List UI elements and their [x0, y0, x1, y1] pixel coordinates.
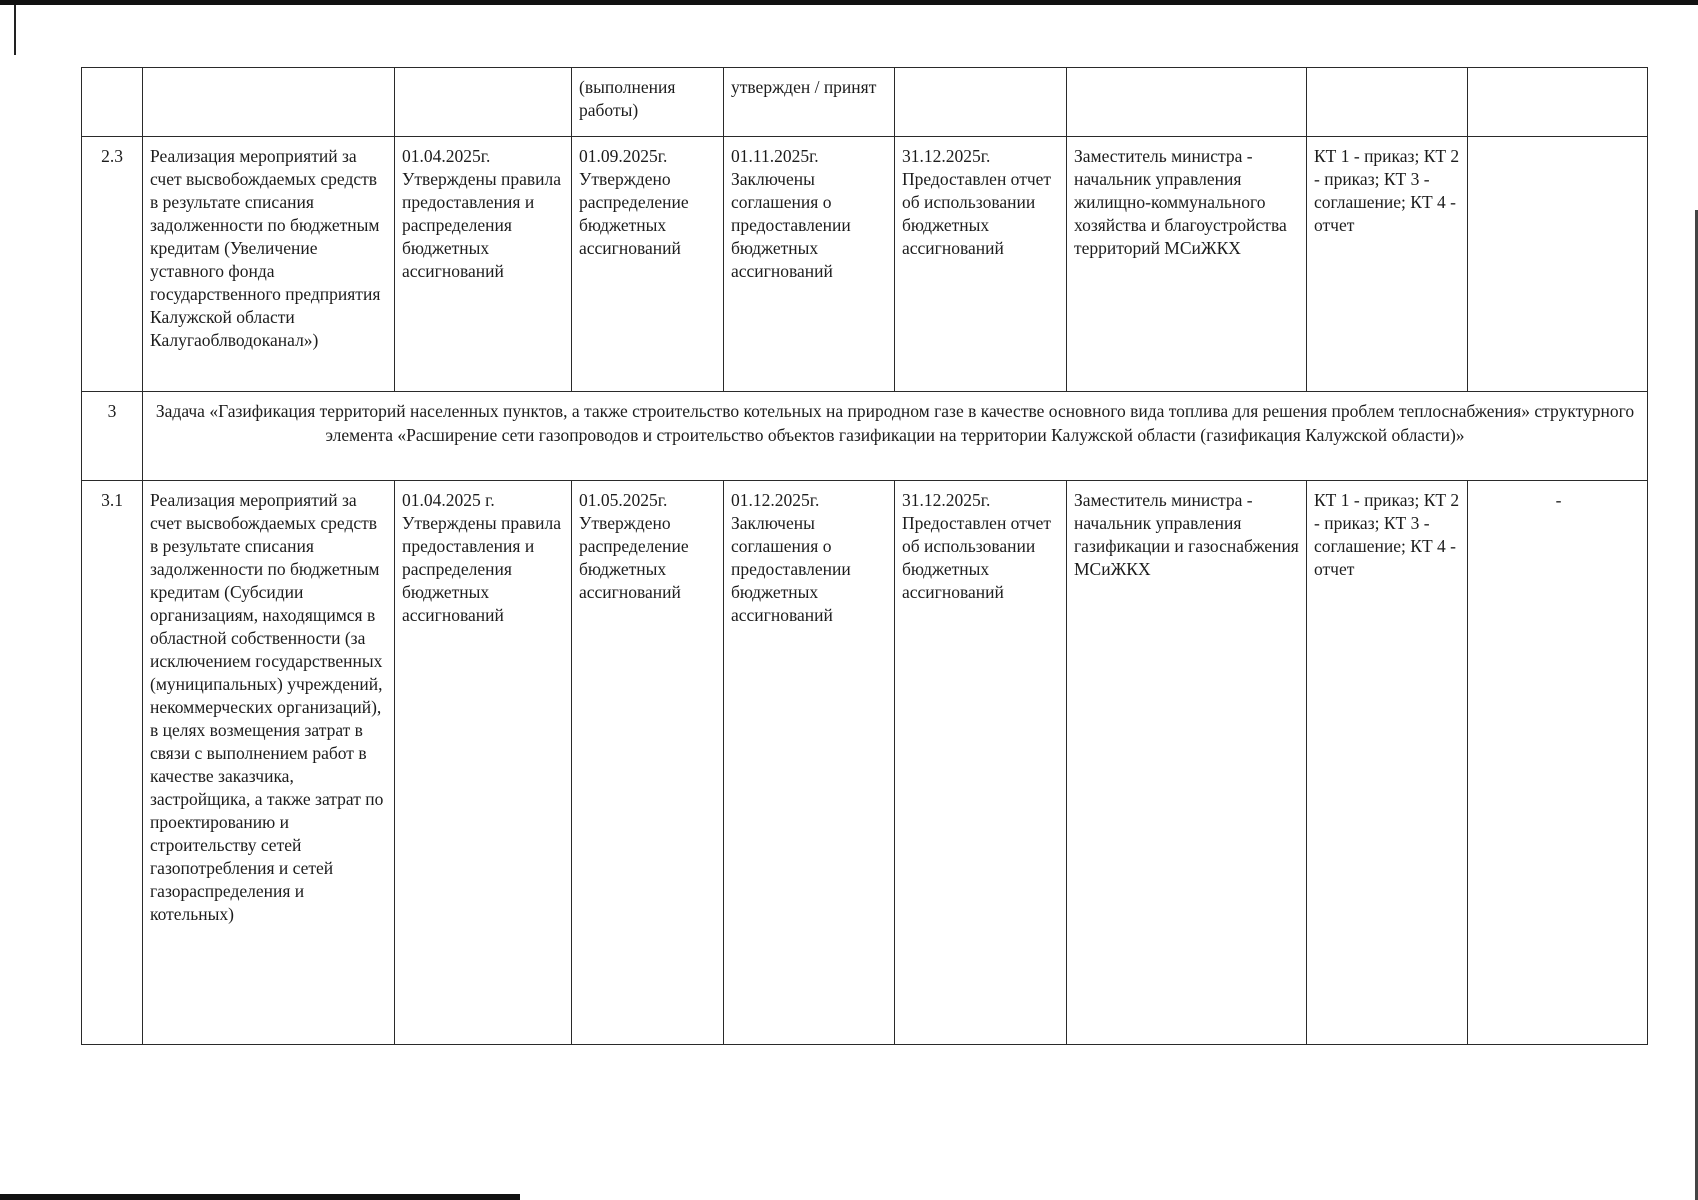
event-name: Реализация мероприятий за счет высвобождаемых средств в результате списания задолженности по бюджетным кредитам (Увеличение уставного фонда государственного предприятия Калужской области Калугаоблводоканал») [143, 137, 395, 392]
cell-kt4 [895, 68, 1067, 137]
table-row-task-3 [82, 392, 1648, 481]
table-row-2-3 [82, 137, 1648, 392]
table-row-3-1 [82, 481, 1648, 1045]
cell-num [82, 68, 143, 137]
control-point-2: 01.09.2025г. Утверждено распределение бюджетных ассигнований [572, 137, 724, 392]
row-number: 3.1 [82, 481, 143, 1045]
responsible-person: Заместитель министра - начальник управления газификации и газоснабжения МСиЖКХ [1067, 481, 1307, 1045]
control-point-3: 01.11.2025г. Заключены соглашения о предоставлении бюджетных ассигнований [724, 137, 895, 392]
confirming-documents: КТ 1 - приказ; КТ 2 - приказ; КТ 3 - соглашение; КТ 4 - отчет [1307, 137, 1468, 392]
cell-name [143, 68, 395, 137]
scan-edge-left [14, 5, 16, 55]
task-description: Задача «Газификация территорий населенных пунктов, а также строительство котельных на природном газе в качестве основного вида топлива для решения проблем теплоснабжения» структурного элемента «Расширение сети газопроводов и строительство объектов газификации на территории Калужской области (газификация Калужской области)» [143, 392, 1648, 481]
row-number: 2.3 [82, 137, 143, 392]
cell-responsible [1067, 68, 1307, 137]
responsible-person: Заместитель министра - начальник управления жилищно-коммунального хозяйства и благоустройства территорий МСиЖКХ [1067, 137, 1307, 392]
cell-info [1468, 68, 1648, 137]
scan-edge-top [0, 0, 1698, 5]
row-number: 3 [82, 392, 143, 481]
control-point-3: 01.12.2025г. Заключены соглашения о предоставлении бюджетных ассигнований [724, 481, 895, 1045]
event-name: Реализация мероприятий за счет высвобождаемых средств в результате списания задолженности по бюджетным кредитам (Субсидии организациям, находящимся в областной собственности (за исключением государственных (муниципальных) учреждений, некоммерческих организаций), в целях возмещения затрат в связи с выполнением работ в качестве заказчика, застройщика, а также затрат по проектированию и строительству сетей газопотребления и сетей газораспределения и котельных) [143, 481, 395, 1045]
cell-kt2: (выполнения работы) [572, 68, 724, 137]
control-point-1: 01.04.2025 г. Утверждены правила предоставления и распределения бюджетных ассигнований [395, 481, 572, 1045]
control-point-4: 31.12.2025г. Предоставлен отчет об использовании бюджетных ассигнований [895, 481, 1067, 1045]
control-point-1: 01.04.2025г. Утверждены правила предоставления и распределения бюджетных ассигнований [395, 137, 572, 392]
cell-docs [1307, 68, 1468, 137]
cell-kt3: утвержден / принят [724, 68, 895, 137]
info-system: - [1468, 481, 1648, 1045]
scan-edge-bottom [0, 1194, 520, 1200]
cell-kt1 [395, 68, 572, 137]
control-point-2: 01.05.2025г. Утверждено распределение бюджетных ассигнований [572, 481, 724, 1045]
confirming-documents: КТ 1 - приказ; КТ 2 - приказ; КТ 3 - соглашение; КТ 4 - отчет [1307, 481, 1468, 1045]
info-system [1468, 137, 1648, 392]
table-row-continuation [82, 68, 1648, 137]
control-points-table [81, 67, 1648, 1045]
control-point-4: 31.12.2025г. Предоставлен отчет об использовании бюджетных ассигнований [895, 137, 1067, 392]
